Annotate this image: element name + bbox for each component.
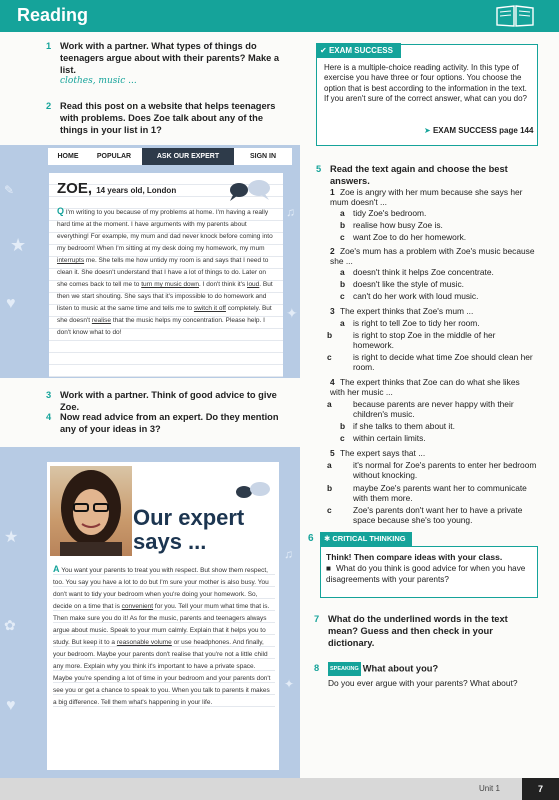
- post-dropcap: Q: [57, 206, 65, 216]
- question-1: 1 Work with a partner. What types of things do teenagers argue about with their parents? Make a list.: [46, 41, 280, 75]
- critical-thinking-tag: ✱ CRITICAL THINKING: [320, 532, 412, 546]
- mc-item: 3 The expert thinks that Zoe's mum ...: [330, 306, 474, 316]
- underlined-word: convenient: [121, 603, 154, 610]
- doodle-decoration: ✿: [4, 617, 16, 633]
- doodle-decoration: ✦: [284, 677, 295, 691]
- lightbulb-icon: ✱: [324, 534, 331, 543]
- doodle-decoration: ♫: [284, 547, 293, 561]
- question-7: 7 What do the underlined words in the text mean? Guess and then check in your dictionary.: [314, 614, 508, 648]
- mc-option[interactable]: b maybe Zoe's parents want her to communicate with them more.: [327, 483, 527, 504]
- expert-photo: [50, 466, 132, 556]
- exam-success-text: Here is a multiple-choice reading activity. In this type of exercise you have three or four options. You choose the option that is best according to the information in the text. If you aren't sure of the correct answer, what can you do?: [324, 63, 527, 104]
- section-title: Reading: [17, 5, 89, 25]
- mc-item: 4 The expert thinks that Zoe can do what she likes with her music ...: [330, 377, 520, 398]
- site-navbar: [48, 148, 292, 165]
- doodle-decoration: ★: [10, 235, 27, 255]
- speech-bubbles-icon: [232, 480, 272, 504]
- mc-option[interactable]: a doesn't think it helps Zoe concentrate.: [340, 267, 494, 277]
- underlined-word: interrupts: [57, 257, 85, 264]
- question-4: 4 Now read advice from an expert. Do they mention any of your ideas in 3?: [46, 412, 279, 434]
- doodle-decoration: ✎: [4, 183, 15, 197]
- check-icon: ✔: [320, 46, 327, 55]
- question-3: 3 Work with a partner. Think of good advice to give Zoe.: [46, 390, 277, 412]
- post-author: ZOE, 14 years old, London: [57, 180, 177, 197]
- post-body: Q I'm writing to you because of my problems at home. I'm having a really hard time at the moment. I have arguments with my parents about everything! For example, my mum and dad never knock before coming into my bedroom! When I'm sitting at my desk doing my homework, my mum interrupts me. She tells me how untidy my room is and says that I need to clean it. She doesn't understand that I have a lot of things to do. Later on she comes back to tell me to turn my music down. I don't think it's loud. But then we start shouting. She says that it's impossible to do homework and listen to music at the same time and tells me to switch it off completely. But she doesn't realise that the music helps my concentration. Please help. I don't know what to do!: [57, 206, 273, 336]
- speaking-badge: SPEAKING: [328, 662, 361, 676]
- question-5: 5 Read the text again and choose the best answers.: [316, 164, 508, 186]
- underlined-word: switch it off: [193, 305, 226, 312]
- page-number: 7: [522, 778, 559, 800]
- arrow-right-icon: ➤: [424, 126, 431, 135]
- doodle-decoration: ♥: [6, 697, 16, 714]
- question-2: 2 Read this post on a website that helps teenagers with problems. Does Zoe talk about any of the things in your list in 1?: [46, 101, 276, 135]
- book-icon: [495, 4, 535, 28]
- mc-option[interactable]: c can't do her work with loud music.: [340, 291, 479, 301]
- mc-option[interactable]: b realise how busy Zoe is.: [340, 220, 443, 230]
- critical-thinking-item: ■ What do you think is good advice for when you have disagreements with your parents?: [326, 564, 526, 584]
- exam-success-tag: ✔ EXAM SUCCESS: [316, 43, 401, 58]
- handwritten-answer: clothes, music ...: [60, 76, 137, 86]
- critical-thinking-title: Think! Then compare ideas with your class.: [326, 552, 503, 562]
- mc-option[interactable]: c within certain limits.: [340, 433, 426, 443]
- mc-option[interactable]: c Zoe's parents don't want her to have a private space because she's too young.: [327, 505, 523, 526]
- underlined-word: loud: [247, 281, 260, 288]
- nav-home[interactable]: HOME: [57, 153, 79, 160]
- underlined-word: reasonable volume: [116, 639, 172, 646]
- doodle-decoration: ♫: [286, 205, 295, 219]
- question-8: 8 SPEAKING What about you?: [314, 662, 539, 676]
- mc-option[interactable]: c is right to decide what time Zoe should clean her room.: [327, 352, 533, 373]
- mc-option[interactable]: a because parents are never happy with their children's music.: [327, 399, 514, 420]
- page-footer: [0, 778, 559, 800]
- question-8-text: Do you ever argue with your parents? What about?: [328, 678, 518, 688]
- underlined-word: realise: [91, 317, 112, 324]
- question-6-number: 6: [308, 533, 314, 544]
- mc-item: 1 Zoe is angry with her mum because she says her mum doesn't ...: [330, 187, 523, 208]
- speech-bubbles-icon: [225, 178, 273, 202]
- expert-dropcap: A: [53, 564, 60, 574]
- nav-sign-in[interactable]: SIGN IN: [249, 153, 277, 160]
- mc-option[interactable]: c want Zoe to do her homework.: [340, 232, 467, 242]
- doodle-decoration: ♥: [6, 295, 16, 312]
- unit-label: Unit 1: [479, 784, 500, 793]
- expert-body: A You want your parents to treat you with respect. But show them respect, too. You say you have a lot to do but I'm sure your mother is also busy. You don't want to tidy your bedroom when you're doing your homework. So, decide on a time that is convenient for you. Tell your mum what time that is. Then make sure you do it! As for the music, parents and teenagers always argue about music. Speak to your mum calmly. Explain that it helps you to study. But keep it to a reasonable volume or use headphones. And finally, your bedroom. Maybe your parents don't realise that you're not a little child any more. Explain why you think it's important to have a private space. Maybe you're spending a lot of time in your bedroom and your parents don't see you or get a chance to speak to you. When you talk to parents it makes a big difference. Tell them what's happening in your life.: [53, 563, 275, 709]
- mc-option[interactable]: b doesn't like the style of music.: [340, 279, 464, 289]
- mc-item: 5 The expert says that ...: [330, 448, 426, 458]
- post-author-detail: 14 years old, London: [96, 186, 177, 195]
- mc-option[interactable]: a it's normal for Zoe's parents to enter her bedroom without knocking.: [327, 460, 537, 481]
- doodle-decoration: ✦: [286, 305, 298, 321]
- doodle-decoration: ★: [4, 529, 19, 546]
- mc-option[interactable]: b is right to stop Zoe in the middle of her homework.: [327, 330, 496, 351]
- mc-option[interactable]: a tidy Zoe's bedroom.: [340, 208, 427, 218]
- expert-heading: Our expert says ...: [133, 505, 245, 554]
- mc-option[interactable]: b if she talks to them about it.: [340, 421, 455, 431]
- underlined-word: turn my music down: [141, 281, 199, 288]
- square-bullet-icon: ■: [326, 564, 331, 573]
- mc-option[interactable]: a is right to tell Zoe to tidy her room.: [340, 318, 480, 328]
- nav-ask-our-expert[interactable]: ASK OUR EXPERT: [142, 148, 234, 165]
- exam-success-link[interactable]: ➤ EXAM SUCCESS page 144: [424, 126, 534, 135]
- expert-portrait-image: [50, 466, 132, 556]
- mc-item: 2 Zoe's mum has a problem with Zoe's music because she ...: [330, 246, 535, 267]
- nav-popular[interactable]: POPULAR: [96, 153, 132, 160]
